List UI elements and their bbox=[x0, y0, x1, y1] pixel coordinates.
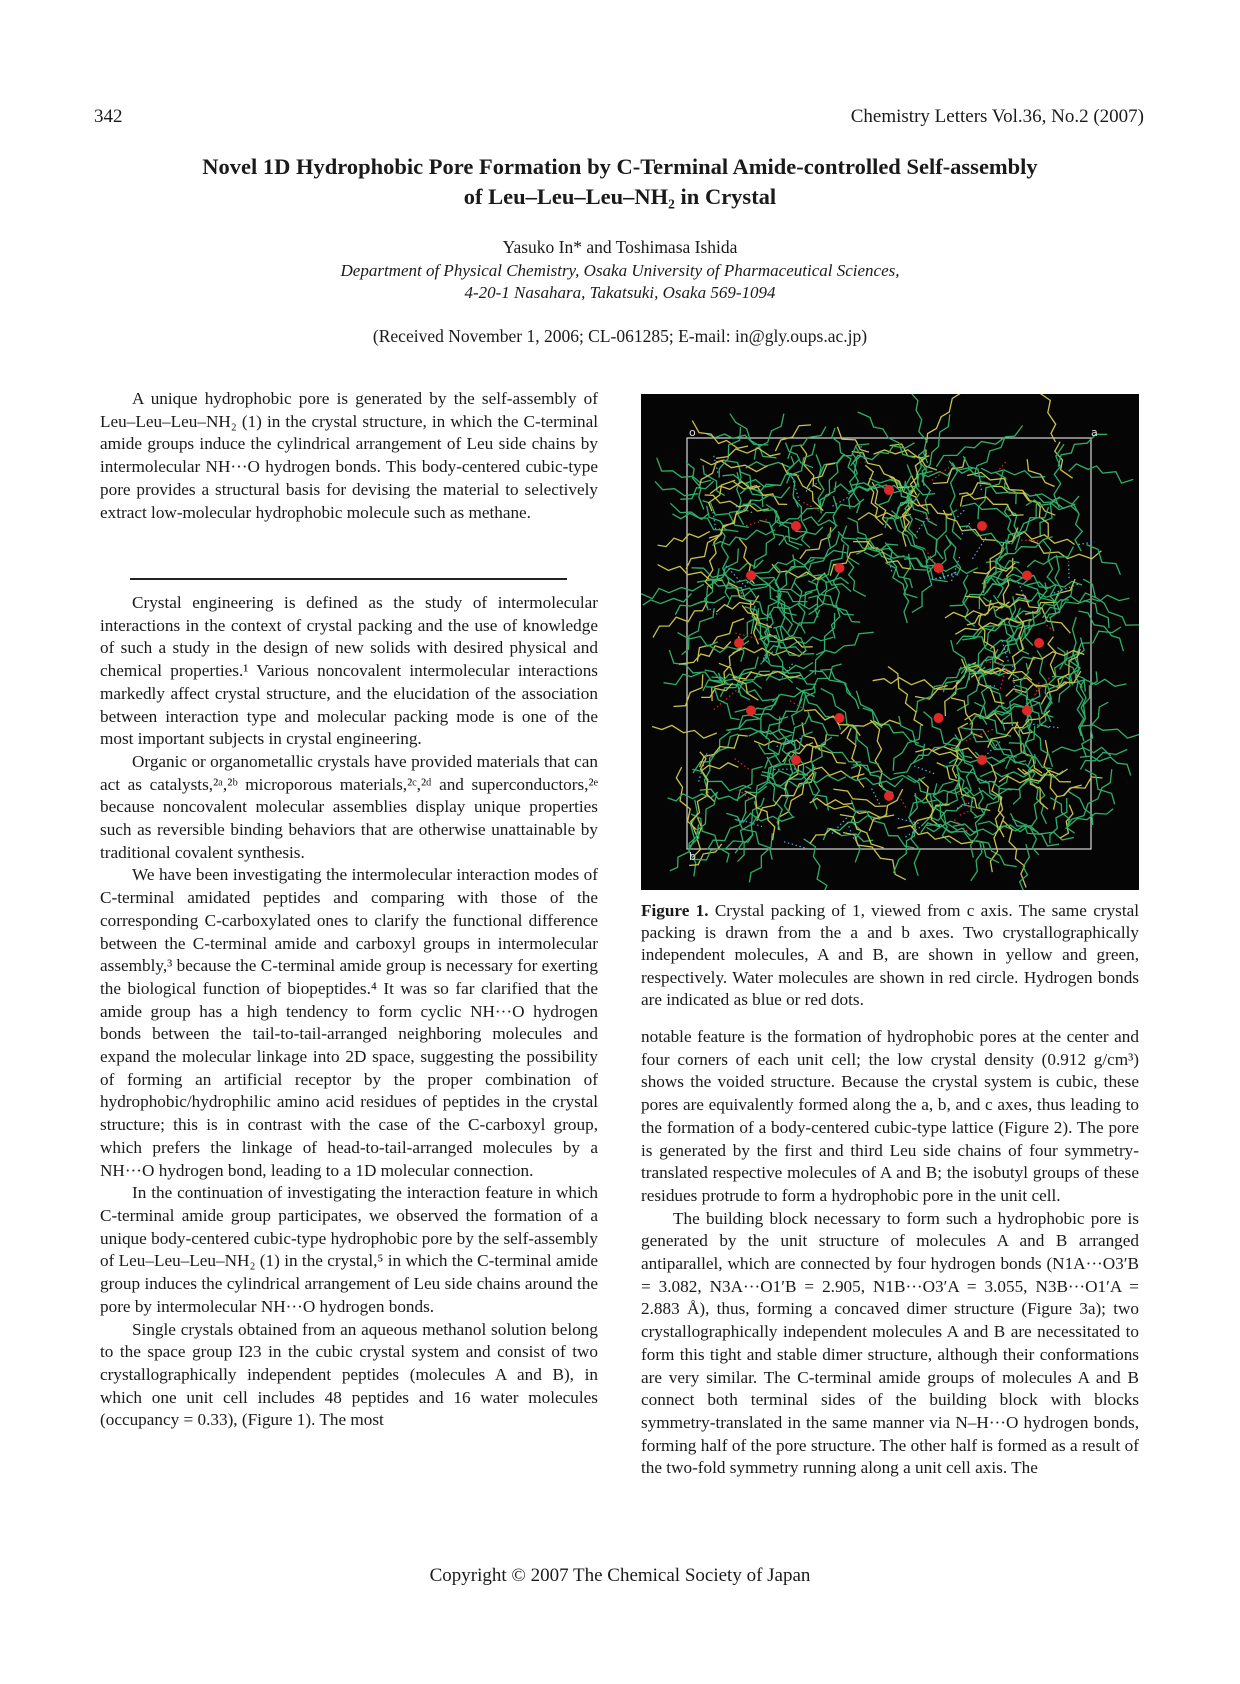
paragraph: Single crystals obtained from an aqueous methanol solution belong to the space group I23 in the cubic crystal system and consist of two crystallographically independent peptides (molecules A and B), in which one unit cell includes 48 peptides and 16 water molecules (occupancy = 0.33), (Figure 1). The most bbox=[100, 1319, 598, 1430]
bond-stick bbox=[873, 678, 948, 689]
bond-stick bbox=[1079, 725, 1139, 745]
water-molecule bbox=[1034, 638, 1044, 648]
bond-stick bbox=[787, 456, 798, 507]
water-molecule bbox=[746, 571, 756, 581]
bond-stick bbox=[664, 673, 702, 685]
water-molecule bbox=[977, 521, 987, 531]
hydrogen-bond bbox=[986, 662, 1004, 664]
bond-stick bbox=[694, 568, 719, 604]
bond-stick bbox=[815, 613, 834, 675]
bond-stick bbox=[973, 563, 1015, 574]
hydrogen-bond bbox=[953, 510, 964, 520]
bond-stick bbox=[641, 584, 704, 598]
hydrogen-bond bbox=[733, 758, 748, 769]
bond-stick bbox=[655, 481, 698, 495]
bond-stick bbox=[894, 744, 925, 774]
figure-caption bbox=[641, 900, 1139, 1011]
bond-stick bbox=[723, 560, 764, 577]
hydrogen-bond bbox=[861, 446, 865, 462]
authors: Yasuko In* and Toshimasa Ishida bbox=[502, 237, 738, 257]
bond-stick bbox=[1069, 464, 1134, 483]
bond-stick bbox=[996, 472, 1017, 504]
bond-stick bbox=[937, 763, 991, 811]
bond-stick bbox=[803, 517, 838, 526]
bond-stick bbox=[800, 783, 829, 811]
bond-stick bbox=[936, 438, 1003, 467]
bond-stick bbox=[933, 457, 965, 483]
crystal-packing-image bbox=[641, 394, 1139, 890]
bond-stick bbox=[965, 713, 1033, 733]
bond-stick bbox=[1021, 583, 1047, 650]
paper-title bbox=[120, 152, 1120, 212]
axis-label-a: a bbox=[1091, 426, 1098, 439]
caption-text: Crystal packing of 1, viewed from c axis. The same crystal packing is drawn from the a and b axes. Two crystallographically independent molecules, A and B, are shown in yellow and green, respectively. Water molecules are shown in red circle. Hydrogen bonds are indicated as blue or red dots. bbox=[641, 901, 1140, 1009]
water-molecule bbox=[1022, 706, 1032, 716]
hydrogen-bond bbox=[847, 823, 854, 842]
bond-stick bbox=[863, 708, 919, 743]
bond-stick bbox=[692, 769, 751, 791]
bond-stick bbox=[652, 725, 717, 738]
hydrogen-bond bbox=[899, 796, 907, 809]
bond-stick bbox=[974, 774, 1008, 818]
journal-header: Chemistry Letters Vol.36, No.2 (2007) bbox=[850, 106, 1144, 127]
water-molecule bbox=[791, 521, 801, 531]
bond-stick bbox=[705, 495, 769, 511]
bond-stick bbox=[927, 394, 960, 443]
hydrogen-bond bbox=[960, 809, 973, 815]
axis-label-o: o bbox=[689, 426, 696, 439]
paragraph: Crystal engineering is defined as the study of intermolecular interactions in the context of crystal packing and the use of knowledge of such a study in the design of new solids with desired physical and chemical properties.¹ Various noncovalent intermolecular interactions markedly affect crystal structure, and the elucidation of the association between interaction type and molecular packing mode is one of the most important subjects in crystal engineering. bbox=[100, 593, 598, 749]
bond-stick bbox=[915, 679, 962, 699]
bond-stick bbox=[700, 459, 767, 472]
bond-stick bbox=[853, 765, 893, 793]
hydrogen-bond bbox=[714, 690, 737, 709]
caption-label: Figure 1. bbox=[641, 901, 709, 920]
water-molecule bbox=[934, 563, 944, 573]
paragraph: Organic or organometallic crystals have provided materials that can act as catalysts,²ᵃ,²ᵇ microporous materials,²ᶜ,²ᵈ and superconductors,²ᵉ because noncovalent molecular assemblies display unique properties such as reversible binding behaviors that are otherwise unattainable by traditional covalent synthesis. bbox=[100, 751, 598, 862]
bond-stick bbox=[810, 798, 853, 805]
bond-stick bbox=[843, 724, 879, 764]
title-line-2: of Leu–Leu–Leu–NH₂ in Crystal bbox=[463, 184, 777, 209]
bond-stick bbox=[963, 575, 975, 627]
bond-stick bbox=[678, 633, 718, 647]
bond-stick bbox=[1027, 459, 1054, 486]
hydrogen-bond bbox=[1079, 542, 1095, 545]
page-number: 342 bbox=[94, 106, 123, 127]
hydrogen-bond bbox=[962, 522, 971, 535]
hydrogen-bond bbox=[872, 789, 880, 805]
paragraph: The building block necessary to form such a hydrophobic pore is generated by the unit structure of molecules A and B arranged antiparallel, which are connected by four hydrogen bonds (N1A···O3′B = 3.082, N3A···O1′B = 2.905, N1B···O3′A = 3.055, N3B···O1′A = 2.883 Å), thus, forming a concaved dimer structure (Figure 3a); two crystallographically independent molecules A and B are necessitated to form this tight and stable dimer structure, although their conformations are very similar. The C-terminal amide groups of molecules A and B connect both terminal sides of the building block with blocks symmetry-translated in the same manner via N–H···O hydrogen bonds, forming half of the pore structure. The other half is formed as a result of the two-fold symmetry running along a unit cell axis. The bbox=[641, 1208, 1139, 1478]
bond-stick bbox=[830, 829, 873, 841]
bond-stick bbox=[885, 543, 917, 598]
bond-stick bbox=[749, 833, 772, 882]
copyright-footer: Copyright © 2007 The Chemical Society of Japan bbox=[429, 1565, 811, 1586]
bond-stick bbox=[832, 564, 840, 639]
affiliation bbox=[0, 260, 1240, 304]
bond-stick bbox=[779, 527, 823, 545]
hydrogen-bond bbox=[1021, 540, 1038, 541]
bond-stick bbox=[820, 444, 870, 476]
bond-stick bbox=[1012, 507, 1049, 544]
paragraph: notable feature is the formation of hydrophobic pores at the center and four corners of each unit cell; the low crystal density (0.912 g/cm³) shows the voided structure. Because the crystal system is cubic, these pores are equivalently formed along the a, b, and c axes, thus leading to the formation of a body-centered cubic-type lattice (Figure 2). The pore is generated by the first and third Leu side chains of four symmetry-translated respective molecules of A and B; the isobutyl groups of these residues protrude to form a hydrophobic pore in the unit cell. bbox=[641, 1027, 1139, 1205]
abstract-divider bbox=[130, 578, 567, 580]
bond-stick bbox=[885, 563, 912, 589]
paragraph: We have been investigating the intermolecular interaction modes of C-terminal amidated peptides and comparing with those of the corresponding C-carboxylated ones to clarify the functional difference between the C-terminal amide and carboxyl groups in intermolecular assembly,³ because the C-terminal amide group is necessary for exerting the biological function of biopeptides.⁴ It was so far clarified that the amide group has a high tendency to form cyclic NH···O hydrogen bonds between the tail-to-tail-arranged neighboring molecules and expand the molecular linkage into 2D space, suggesting the possibility of forming an artificial receptor by the proper combination of hydrophobic/hydrophilic amino acid residues of peptides in the crystal structure; this is in contrast with the case of the C-carboxyl group, which prefers the linkage of head-to-tail-arranged molecules by a NH···O hydrogen bond, leading to a 1D molecular connection. bbox=[100, 865, 598, 1180]
affiliation-line-1: Department of Physical Chemistry, Osaka University of Pharmaceutical Sciences, bbox=[340, 261, 900, 280]
received-line: (Received November 1, 2006; CL-061285; E-mail: in@gly.oups.ac.jp) bbox=[372, 326, 868, 346]
bond-stick bbox=[888, 667, 923, 726]
bond-stick bbox=[914, 795, 958, 805]
body-right-column bbox=[641, 1026, 1139, 1480]
hydrogen-bond bbox=[784, 842, 810, 850]
bond-stick bbox=[837, 427, 869, 452]
water-molecule bbox=[746, 706, 756, 716]
bond-stick bbox=[1058, 434, 1107, 466]
bond-stick bbox=[740, 608, 759, 662]
bond-stick bbox=[1066, 769, 1112, 829]
bond-stick bbox=[804, 839, 827, 890]
bond-stick bbox=[950, 463, 961, 540]
figure-1-crystal-packing bbox=[641, 394, 1139, 890]
bond-stick bbox=[1041, 671, 1081, 704]
bond-stick bbox=[740, 474, 799, 494]
bond-stick bbox=[668, 792, 718, 801]
bond-stick bbox=[1080, 756, 1131, 776]
bond-stick bbox=[794, 582, 805, 633]
bond-stick bbox=[990, 739, 1025, 765]
paragraph: In the continuation of investigating the interaction feature in which C-terminal amide group participates, we observed the formation of a unique body-centered cubic-type hydrophobic pore by the self-assembly of Leu–Leu–Leu–NH₂ (1) in the crystal,⁵ in which the C-terminal amide group induces the cylindrical arrangement of Leu side chains around the pore by intermolecular NH···O hydrogen bonds. bbox=[100, 1183, 598, 1316]
water-molecule bbox=[835, 563, 845, 573]
bond-stick bbox=[893, 725, 921, 771]
water-molecule bbox=[977, 755, 987, 765]
water-molecule bbox=[884, 791, 894, 801]
hydrogen-bond bbox=[1013, 665, 1015, 688]
bond-stick bbox=[719, 528, 730, 599]
axis-label-b: b bbox=[689, 850, 696, 863]
bond-stick bbox=[1035, 394, 1056, 442]
bond-stick bbox=[1068, 791, 1092, 825]
bond-stick bbox=[754, 414, 784, 460]
bond-stick bbox=[686, 462, 704, 509]
bond-stick bbox=[643, 593, 692, 605]
bond-stick bbox=[658, 565, 723, 581]
hydrogen-bond bbox=[914, 766, 934, 774]
bond-stick bbox=[944, 765, 1012, 790]
water-molecule bbox=[1022, 571, 1032, 581]
bond-stick bbox=[672, 513, 709, 519]
body-left-column bbox=[100, 592, 598, 1432]
title-line-1: Novel 1D Hydrophobic Pore Formation by C-Terminal Amide-controlled Self-assembly bbox=[202, 154, 1038, 179]
bond-stick bbox=[970, 710, 1011, 725]
bond-stick bbox=[1085, 770, 1115, 805]
hydrogen-bond bbox=[746, 520, 767, 526]
bond-stick bbox=[686, 511, 737, 569]
affiliation-line-2: 4-20-1 Nasahara, Takatsuki, Osaka 569-1094 bbox=[464, 283, 776, 302]
abstract-text: A unique hydrophobic pore is generated by the self-assembly of Leu–Leu–Leu–NH₂ (1) in the crystal structure, in which the C-terminal amide groups induce the cylindrical arrangement of Leu side chains by intermolecular NH···O hydrogen bonds. This body-centered cubic-type pore provides a structural basis for devising the material to selectively extract low-molecular hydrophobic molecule such as methane. bbox=[100, 389, 598, 522]
hydrogen-bond bbox=[995, 462, 1006, 474]
water-molecule bbox=[835, 713, 845, 723]
water-molecule bbox=[934, 713, 944, 723]
bond-stick bbox=[843, 833, 906, 880]
bond-stick bbox=[810, 767, 865, 778]
molecule-layer bbox=[641, 394, 1139, 890]
bond-stick bbox=[1013, 532, 1075, 545]
water-molecule bbox=[884, 485, 894, 495]
bond-stick bbox=[673, 674, 702, 706]
bond-stick bbox=[853, 542, 911, 569]
bond-stick bbox=[833, 789, 886, 806]
bond-stick bbox=[701, 763, 738, 771]
abstract bbox=[100, 388, 598, 524]
bond-stick bbox=[669, 650, 722, 683]
water-molecule bbox=[791, 755, 801, 765]
bond-stick bbox=[670, 503, 727, 530]
bond-stick bbox=[960, 483, 991, 507]
bond-stick bbox=[675, 596, 725, 615]
hydrogen-bond bbox=[973, 538, 987, 559]
water-molecule bbox=[734, 638, 744, 648]
hydrogen-bond bbox=[1032, 724, 1058, 728]
bond-stick bbox=[658, 531, 710, 546]
